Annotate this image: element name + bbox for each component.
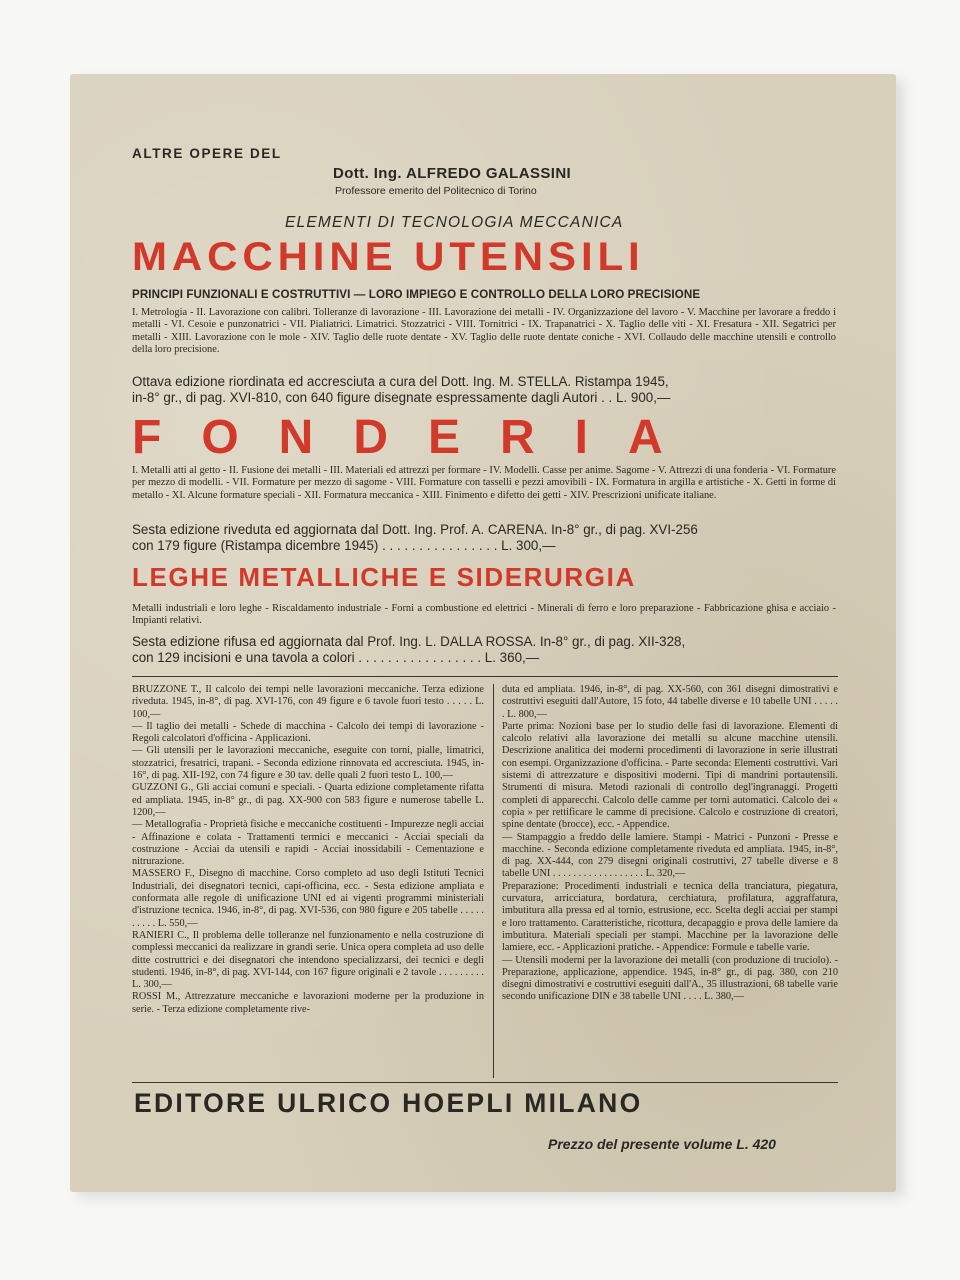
list-item: BRUZZONE T., Il calcolo dei tempi nelle lavorazioni meccaniche. Terza edizione riveduta. 1945, in-8°, di pag. XVI-176, con 49 figure e 6 tavole fuori testo . . . . . L. 100,— [132,684,484,720]
author-name: Dott. Ing. ALFREDO GALASSINI [333,165,572,182]
author-title: Professore emerito del Politecnico di Torino [335,185,537,197]
macchine-contents: I. Metrologia - II. Lavorazione con calibri. Tolleranze di lavorazione - III. Lavorazione dei metalli - IV. Organizzazione del lavoro - V. Macchine per lavorare a freddo i metalli - VI. Cesoie e punzonatrici - VII. Pialiatrici. Limatrici. Stozzatrici - VIII. Tornitrici - IX. Trapanatrici - X. Taglio delle viti - XI. Fresatura - XII. Segatrici per metalli - XIII. Lavorazione con le mole - XIV. Taglio delle ruote dentate - XV. Taglio delle ruote dentate coniche - XVI. Collaudo delle macchine utensili e controllo della loro precisione. [132,307,836,356]
fonderia-edition-line2: con 179 figure (Ristampa dicembre 1945) . . . . . . . . . . . . . . . . L. 300,— [132,538,556,553]
leghe-edition-line1: Sesta edizione rifusa ed aggiornata dal Prof. Ing. L. DALLA ROSSA. In-8° gr., di pag. XII-328, [132,634,686,649]
macchine-edition-line2: in-8° gr., di pag. XVI-810, con 640 figure disegnate espressamente dagli Autori . . L. 900,— [132,390,671,405]
macchine-title: MACCHINE UTENSILI [132,234,645,279]
series-title: ELEMENTI DI TECNOLOGIA MECCANICA [285,214,624,231]
list-item: RANIERI C., Il problema delle tolleranze nel funzionamento e nella costruzione di complessi meccanici da realizzare in grandi serie. Unica opera completa ad uso delle ditte costruttrici e dei disegnatori che intendono specializzarsi, dei tecnici e degli studenti. 1946, in-8°, di pag. XVI-144, con 167 figure originali e 2 tavole . . . . . . . . . L. 300,— [132,929,484,991]
book-back-cover [70,74,896,1192]
column-divider [493,684,494,1078]
publisher: EDITORE ULRICO HOEPLI MILANO [134,1088,643,1118]
right-column [502,684,838,1004]
list-item: — Gli utensili per le lavorazioni meccaniche, eseguite con torni, pialle, limatrici, stozzatrici, fresatrici, trapani. - Seconda edizione rinnovata ed accresciuta. 1945, in-16°, di pag. XII-192, con 74 figure e 30 tav. delle quali 2 fuori testo L. 100,— [132,745,484,782]
leghe-contents: Metalli industriali e loro leghe - Riscaldamento industriale - Forni a combustione ed elettrici - Minerali di ferro e loro preparazione - Fabbricazione ghisa e acciaio - Impianti relativi. [132,603,836,627]
list-item: Preparazione: Procedimenti industriali e tecnica della tranciatura, piegatura, curvatura, arricciatura, bordatura, cerchiatura, profilatura, aggraffatura, imbutitura alla pressa ed al tornio, estrusione, ecc. Scelta degli acciai per stampi e loro trattamento. Caratteristiche, ricottura, decapaggio e prova delle lamiere da imbutitura. Materiali speciali per stampi. Macchine per la lavorazione delle lamiere, ecc. - Applicazioni pratiche. - Appendice: Formule e tabelle varie. [502,880,838,954]
list-item: MASSERO F., Disegno di macchine. Corso completo ad uso degli Istituti Tecnici Industriali, dei disegnatori tecnici, capi-officina, ecc. - Sesta edizione ampliata e conformata alle regole di unificazione UNI ed ai vigenti programmi ministeriali d'istruzione tecnica. 1946, in-8°, di pag. XVI-536, con 980 figure e 205 tabelle . . . . . . . . . . L. 550,— [132,868,484,929]
list-item: — Il taglio dei metalli - Schede di macchina - Calcolo dei tempi di lavorazione - Regoli calcolatori d'officina - Applicazioni. [132,720,484,745]
list-item: ROSSI M., Attrezzature meccaniche e lavorazioni moderne per la produzione in serie. - Terza edizione completamente rive- [132,991,484,1015]
list-item: — Stampaggio a freddo delle lamiere. Stampi - Matrici - Punzoni - Presse e macchine. - Seconda edizione completamente riveduta ed ampliata. 1945, in-8°, di pag. XX-444, con 279 disegni originali costruttivi, 27 tabelle diverse e 8 tabelle UNI . . . . . . . . . . . . . . . . . . L. 320,— [502,831,838,880]
fonderia-contents: I. Metalli atti al getto - II. Fusione dei metalli - III. Materiali ed attrezzi per formare - IV. Modelli. Casse per anime. Sagome - V. Attrezzi di una fonderia - VI. Formature per mezzo di modelli. - VII. Formature per mezzo di sagome - VIII. Formature con tasselli e pezzi amovibili - IX. Formatura in argilla e artistiche - X. Getti in forme di metallo - XI. Alcune formature speciali - XII. Formatura meccanica - XIII. Finimento e difetto dei getti - XIV. Prescrizioni unificate italiane. [132,465,836,501]
macchine-edition-line1: Ottava edizione riordinata ed accresciuta a cura del Dott. Ing. M. STELLA. Ristampa 1945, [132,374,669,389]
list-item: duta ed ampliata. 1946, in-8°, di pag. XX-560, con 361 disegni dimostrativi e costruttivi eseguiti dall'Autore, 15 foto, 44 tabelle diverse e 10 tabelle UNI . . . . . . L. 800,— [502,684,838,720]
list-item: — Metallografia - Proprietà fisiche e meccaniche costituenti - Impurezze negli acciai - Affinazione e colata - Trattamenti termici e meccanici - Acciai speciali da costruzione - Acciai da utensili e rapidi - Acciai inossidabili - Cementazione e nitrurazione. [132,819,484,868]
list-item: GUZZONI G., Gli acciai comuni e speciali. - Quarta edizione completamente rifatta ed ampliata. 1945, in-8° gr., di pag. XX-900 con 583 figure e numerose tabelle L. 1200,— [132,782,484,818]
left-column [132,684,484,1016]
price-text: Prezzo del presente volume L. 420 [548,1136,776,1152]
bottom-rule [132,1082,838,1083]
leghe-title: LEGHE METALLICHE E SIDERURGIA [132,562,636,592]
macchine-subtitle: PRINCIPI FUNZIONALI E COSTRUTTIVI — LORO IMPIEGO E CONTROLLO DELLA LORO PRECISIONE [132,288,701,301]
fonderia-title: FONDERIA [132,411,703,464]
list-item: Parte prima: Nozioni base per lo studio delle fasi di lavorazione. Elementi di calcolo relativi alla lavorazione dei metalli su alcune macchine utensili. Descrizione analitica dei moderni procedimenti di lavorazione in serie illustrati con esempi. Organizzazione d'officina. - Parte seconda: Elementi costruttivi. Vari sistemi di attrezzature e dispositivi moderni. Tipi di mandrini portautensili. Strumenti di misura. Metodi razionali di controllo degl'ingranaggi. Progetti completi di apparecchi. Calcolo delle camme per torni automatici. Calcolo dei « copia » per rettificare le camme di precisione. Calcolo e costruzione di creatori, spine dentate (brocce), ecc. - Appendice. [502,720,838,831]
fonderia-edition-line1: Sesta edizione riveduta ed aggiornata dal Dott. Ing. Prof. A. CARENA. In-8° gr., di pag. XVI-256 [132,522,698,537]
list-item: — Utensili moderni per la lavorazione dei metalli (con produzione di truciolo). - Preparazione, applicazione, appendice. 1945, in-8° gr., di pag. 380, con 210 disegni dimostrativi e costruttivi eseguiti dall'A., 35 illustrazioni, 68 tabelle varie secondo unificazione DIN e 38 tabelle UNI . . . . L. 380,— [502,954,838,1003]
intro-text: ALTRE OPERE DEL [132,146,282,161]
leghe-edition-line2: con 129 incisioni e una tavola a colori . . . . . . . . . . . . . . . . . L. 360,— [132,650,540,665]
top-rule [132,676,838,677]
